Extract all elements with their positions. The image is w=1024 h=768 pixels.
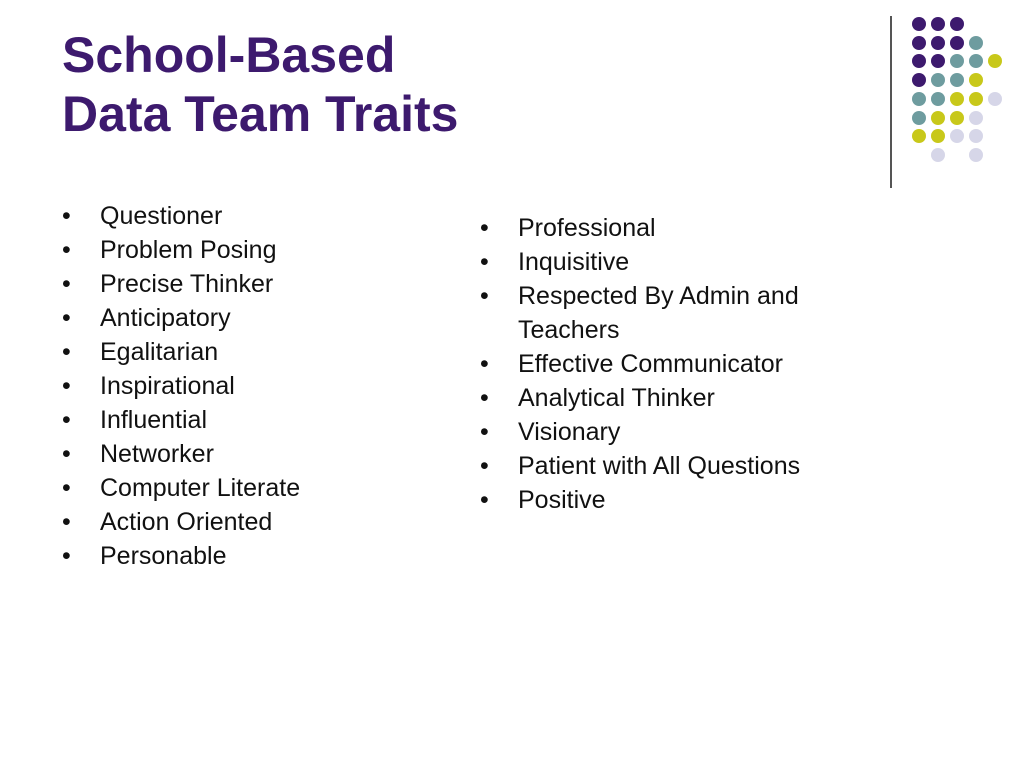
list-item: • Analytical Thinker (480, 381, 860, 415)
list-item: • Influential (62, 403, 422, 437)
list-item: • Visionary (480, 415, 860, 449)
list-item: • Positive (480, 483, 860, 517)
slide-title (62, 26, 458, 144)
list-item: • Egalitarian (62, 335, 422, 369)
list-item: • Inquisitive (480, 245, 860, 279)
list-item: • Personable (62, 539, 422, 573)
list-item: • Precise Thinker (62, 267, 422, 301)
slide-title-line-2: Data Team Traits (62, 86, 459, 142)
list-item: • Patient with All Questions (480, 449, 860, 483)
list-item: • Action Oriented (62, 505, 422, 539)
decorative-dot-grid (908, 14, 1008, 166)
list-item: • Professional (480, 211, 860, 245)
list-item: • Anticipatory (62, 301, 422, 335)
list-item: • Inspirational (62, 369, 422, 403)
dot-grid-graphic (908, 14, 1008, 166)
traits-list-left (62, 199, 422, 573)
list-item: • Questioner (62, 199, 422, 233)
list-item: • Respected By Admin and Teachers (480, 279, 860, 347)
traits-list-right (480, 211, 860, 517)
list-item: • Computer Literate (62, 471, 422, 505)
list-item: • Problem Posing (62, 233, 422, 267)
list-item: • Effective Communicator (480, 347, 860, 381)
slide-title-line-1: School-Based (62, 27, 396, 83)
list-item: • Networker (62, 437, 422, 471)
vertical-divider (890, 16, 892, 188)
